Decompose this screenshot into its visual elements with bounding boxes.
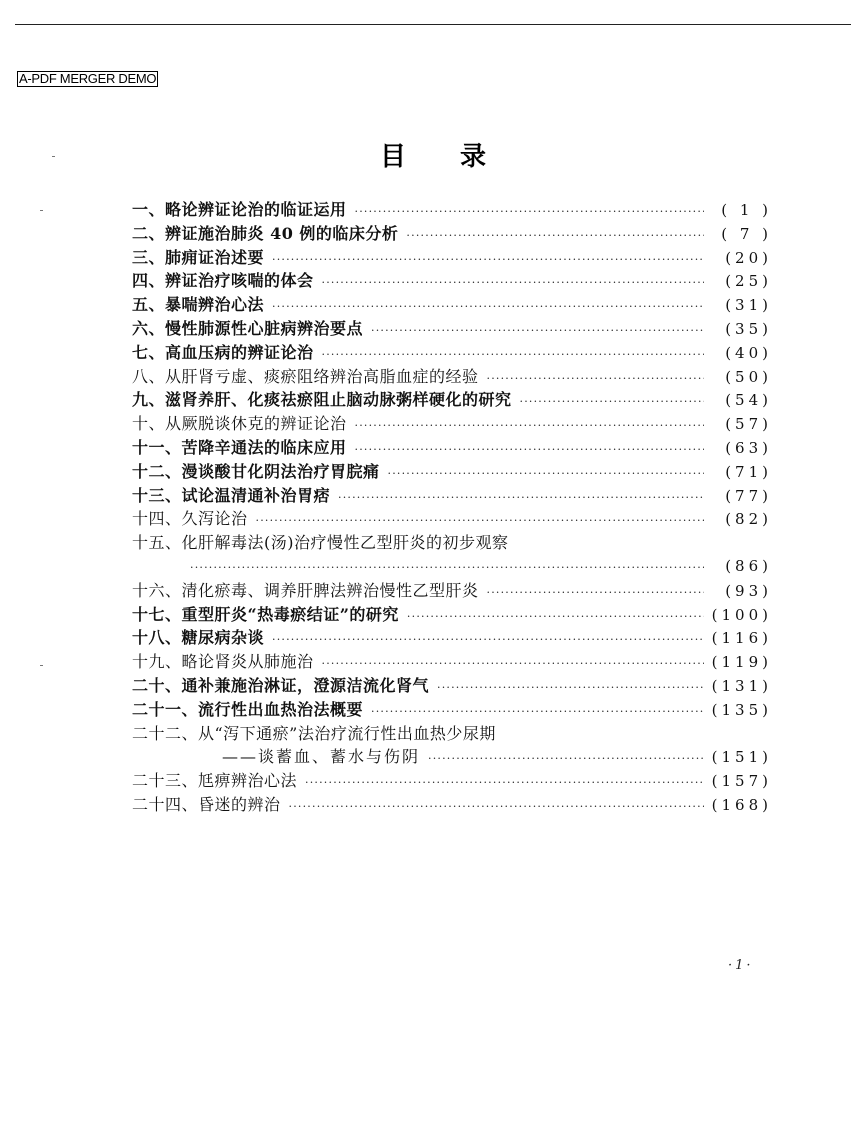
toc-entry[interactable]	[132, 365, 772, 389]
page-title	[0, 136, 866, 173]
leader-dots	[428, 747, 704, 769]
toc-entry-title: 二、辨证施治肺炎 40 例的临床分析	[132, 223, 399, 243]
toc-entry-title: 十八、糖尿病杂谈	[132, 628, 265, 648]
toc-entry[interactable]	[132, 460, 772, 484]
toc-entry[interactable]	[132, 722, 772, 746]
toc-entry-title: 十九、略论肾炎从肺施治	[132, 652, 314, 672]
toc-entry-title: 十七、重型肝炎“热毒瘀结证”的研究	[132, 604, 399, 624]
leader-dots	[355, 200, 704, 222]
leader-dots	[256, 509, 704, 531]
toc-entry[interactable]	[132, 293, 772, 317]
toc-entry[interactable]	[132, 698, 772, 722]
toc-entry-page: (57)	[725, 415, 772, 434]
toc-entry-title: 七、高血压病的辨证论治	[132, 342, 314, 362]
toc-entry-title: 十五、化肝解毒法(汤)治疗慢性乙型肝炎的初步观察	[132, 533, 509, 553]
leader-dots	[190, 556, 704, 579]
toc-entry-page: (25)	[725, 272, 772, 291]
toc-entry-page: (116)	[711, 629, 772, 648]
toc-entry-page: (82)	[725, 510, 772, 529]
toc-entry[interactable]	[132, 198, 772, 222]
toc-entry-page: (50)	[725, 367, 772, 386]
leader-dots	[487, 581, 704, 603]
toc-entry-title: 十二、漫谈酸甘化阴法治疗胃脘痛	[132, 461, 380, 481]
toc-entry[interactable]	[132, 269, 772, 293]
leader-dots	[520, 390, 704, 412]
toc-entry-page: (100)	[711, 605, 772, 624]
toc-entry-subtitle[interactable]	[132, 745, 772, 769]
toc-entry-page: (131)	[711, 676, 772, 695]
leader-dots	[272, 628, 704, 650]
top-rule	[15, 24, 851, 25]
toc-entry-title: 二十三、尪痹辨治心法	[132, 771, 298, 791]
toc-entry-title: 二十二、从“泻下通瘀”法治疗流行性出血热少尿期	[132, 723, 496, 743]
leader-dots	[272, 248, 704, 270]
toc-entry-page: (20)	[725, 248, 772, 267]
toc-entry[interactable]	[132, 507, 772, 531]
leader-dots	[371, 700, 704, 722]
leader-dots	[355, 414, 704, 436]
toc-entry[interactable]	[132, 579, 772, 603]
page-number: ·1·	[728, 958, 754, 973]
toc-entry[interactable]	[132, 531, 772, 555]
scan-speck	[52, 156, 55, 157]
title-char-2: 录	[460, 142, 487, 172]
toc-entry-title: 十、从厥脱谈休克的辨证论治	[132, 414, 347, 434]
toc-entry-title: 十一、苦降辛通法的临床应用	[132, 437, 347, 457]
leader-dots	[371, 319, 704, 341]
toc-entry[interactable]	[132, 436, 772, 460]
toc-entry-title: 四、辨证治疗咳喘的体会	[132, 271, 314, 291]
toc-entry-title: 十三、试论温清通补治胃痞	[132, 485, 331, 505]
leader-dots	[388, 462, 704, 484]
leader-dots	[322, 343, 704, 365]
toc-entry-title: 一、略论辨证论治的临证运用	[132, 200, 347, 219]
title-char-1: 目	[379, 142, 406, 172]
toc-entry-page: (35)	[725, 319, 772, 338]
scan-speck	[40, 210, 43, 211]
toc-entry[interactable]	[132, 769, 772, 793]
toc-entry[interactable]	[132, 603, 772, 627]
toc-entry-page: ( 7 )	[721, 224, 772, 243]
leader-dots	[407, 605, 704, 627]
toc-entry-page: (31)	[725, 296, 772, 315]
toc-entry-page: (168)	[711, 795, 772, 814]
toc-entry-page: (63)	[725, 438, 772, 457]
leader-dots	[355, 438, 704, 460]
toc-entry-page: (93)	[725, 581, 772, 600]
toc-entry[interactable]	[132, 388, 772, 412]
leader-dots	[322, 652, 704, 674]
toc-entry-title: 五、暴喘辨治心法	[132, 295, 265, 315]
table-of-contents	[132, 198, 772, 817]
toc-entry[interactable]	[132, 246, 772, 270]
toc-entry-title: 二十一、流行性出血热治法概要	[132, 699, 364, 719]
leader-dots	[322, 271, 704, 293]
toc-entry-page: (77)	[725, 486, 772, 505]
toc-entry-title: 二十四、昏迷的辨治	[132, 794, 281, 814]
toc-entry-title: 八、从肝肾亏虚、痰瘀阻络辨治高脂血症的经验	[132, 366, 479, 386]
leader-dots	[272, 295, 704, 317]
toc-entry[interactable]	[132, 674, 772, 698]
toc-entry-title: 二十、通补兼施治淋证，澄源洁流化肾气	[132, 675, 430, 695]
toc-entry-page: (119)	[711, 653, 772, 672]
toc-entry-title: 十六、清化瘀毒、调养肝脾法辨治慢性乙型肝炎	[132, 580, 479, 600]
toc-entry-continuation[interactable]	[132, 555, 772, 579]
scan-speck	[40, 665, 43, 666]
toc-entry[interactable]	[132, 793, 772, 817]
toc-entry-title: 十四、久泻论治	[132, 509, 248, 529]
leader-dots	[437, 676, 704, 698]
toc-entry[interactable]	[132, 626, 772, 650]
toc-entry[interactable]	[132, 222, 772, 246]
toc-entry-page: (54)	[725, 391, 772, 410]
toc-entry-page: ( 1 )	[721, 201, 772, 219]
toc-entry-page: (135)	[711, 700, 772, 719]
toc-entry-page: (86)	[725, 556, 772, 575]
toc-entry[interactable]	[132, 650, 772, 674]
toc-entry-page: (151)	[711, 748, 772, 767]
toc-entry-title: 三、肺痈证治述要	[132, 247, 265, 267]
watermark-label: A-PDF MERGER DEMO	[19, 71, 157, 86]
toc-entry[interactable]	[132, 317, 772, 341]
leader-dots	[289, 795, 704, 817]
toc-entry[interactable]	[132, 484, 772, 508]
toc-entry-page: (157)	[711, 772, 772, 791]
toc-entry-page: (71)	[725, 462, 772, 481]
toc-entry-title: 六、慢性肺源性心脏病辨治要点	[132, 318, 364, 338]
toc-entry-page: (40)	[725, 343, 772, 362]
toc-entry-title: 九、滋肾养肝、化痰祛瘀阻止脑动脉粥样硬化的研究	[132, 390, 512, 410]
toc-entry[interactable]	[132, 412, 772, 436]
leader-dots	[487, 367, 704, 389]
toc-entry[interactable]	[132, 341, 772, 365]
leader-dots	[338, 486, 704, 508]
leader-dots	[305, 771, 704, 793]
toc-entry-title: ——谈蓄血、蓄水与伤阴	[222, 747, 421, 767]
leader-dots	[406, 224, 704, 246]
